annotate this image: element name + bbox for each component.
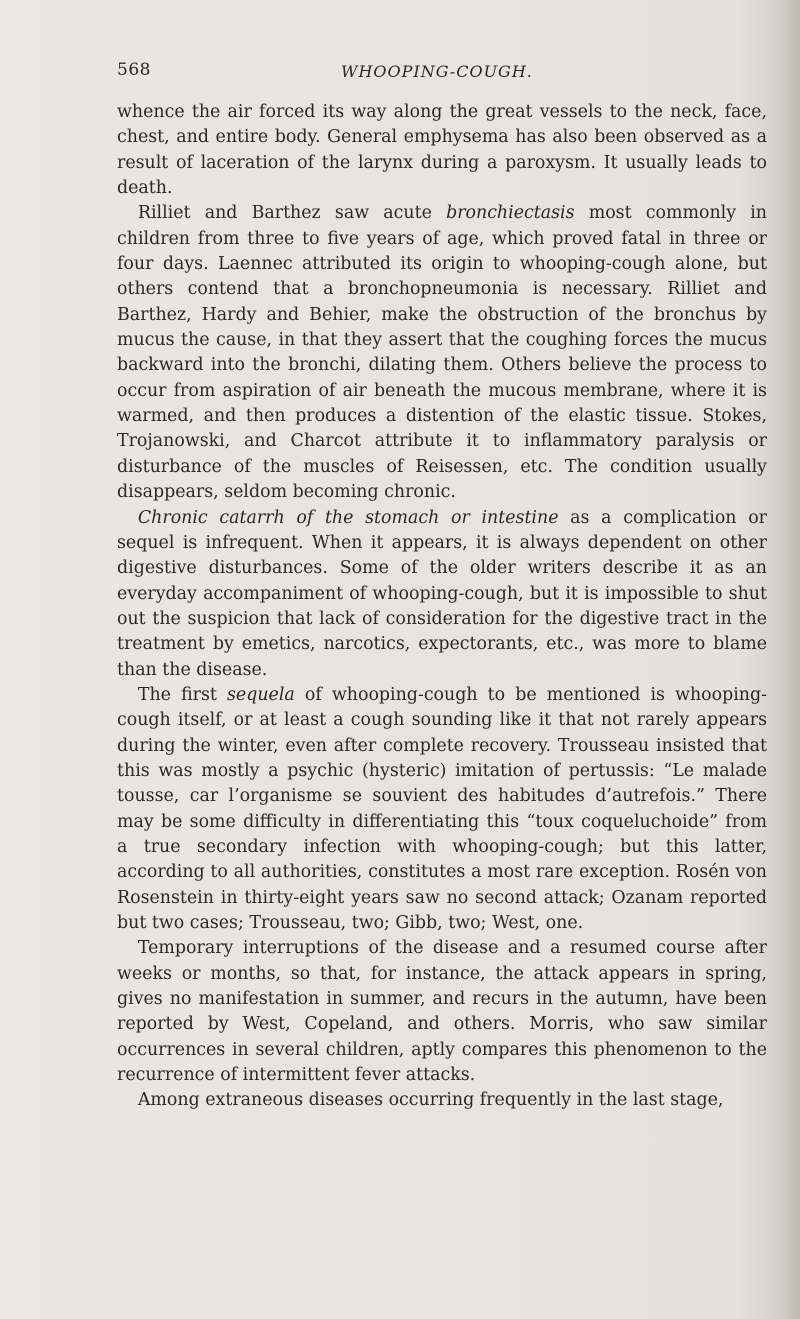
body-text [117, 100, 767, 1114]
paragraph-chronic-catarrh [117, 506, 767, 683]
page-number: 568 [117, 60, 151, 80]
text-run: Rilliet and Barthez saw acute [137, 203, 447, 224]
paragraph-interruptions [117, 936, 767, 1088]
italic-term: Chronic catarrh of the stomach or intestine [137, 507, 559, 528]
text-run: The first [137, 684, 227, 705]
text-run: Temporary interruptions of the disease and a resumed course after weeks or months, so that, for instance, the attack appears in spring, gives no manifestation in summer, and recurs in the autumn, have been reported by West, Copeland, and others. Morris, who saw similar occurrences in several children, aptly compares this phenomenon to the recurrence of intermittent fever attacks. [117, 938, 767, 1086]
italic-term: sequela [227, 684, 295, 705]
paragraph-continuation [117, 100, 767, 201]
text-run: Among extraneous diseases occurring frequently in the last stage, [137, 1090, 724, 1111]
page-header [117, 60, 777, 90]
paragraph-extraneous-diseases [117, 1088, 767, 1113]
text-run: as a complication or sequel is infrequent. When it appears, it is always dependent on other digestive disturbances. Some of the older writers describe it as an everyday accompaniment of whooping-cough, but it is impossible to shut out the suspicion that lack of consideration for the digestive tract in the treatment by emetics, narcotics, expectorants, etc., was more to blame than the disease. [117, 507, 767, 680]
text-run: most commonly in children from three to five years of age, which proved fatal in three or four days. Laennec attributed its origin to whooping-cough alone, but others contend that a bronchopneumonia is necessary. Rilliet and Barthez, Hardy and Behier, make the obstruction of the bronchus by mucus the cause, in that they assert that the coughing forces the mucus backward into the bronchi, dilating them. Others believe the process to occur from aspiration of air beneath the mucous membrane, where it is warmed, and then produces a distention of the elastic tissue. Stokes, Trojanowski, and Charcot attribute it to inflammatory paralysis or disturbance of the muscles of Reisessen, etc. The condition usually disappears, seldom becoming chronic. [117, 203, 767, 503]
paragraph-sequela [117, 683, 767, 936]
text-run: whence the air forced its way along the great vessels to the neck, face, chest, and entire body. General emphysema has also been observed as a result of laceration of the larynx during a paroxysm. It usually leads to death. [117, 102, 767, 199]
text-run: of whooping-cough to be mentioned is whooping-cough itself, or at least a cough sounding like it that not rarely appears during the winter, even after complete recovery. Trousseau insisted that this was mostly a psychic (hysteric) imitation of pertussis: “Le malade tousse, car l’organisme se souvient des habitudes d’autrefois.” There may be some difficulty in differentiating this “toux coqueluchoide” from a true secondary infection with whooping-cough; but this latter, according to all authorities, constitutes a most rare exception. Rosén von Rosenstein in thirty-eight years saw no second attack; Ozanam reported but two cases; Trousseau, two; Gibb, two; West, one. [117, 684, 767, 933]
italic-term: bronchiectasis [446, 203, 575, 224]
paragraph-bronchiectasis [117, 201, 767, 505]
running-head: WHOOPING-COUGH. [341, 62, 533, 81]
